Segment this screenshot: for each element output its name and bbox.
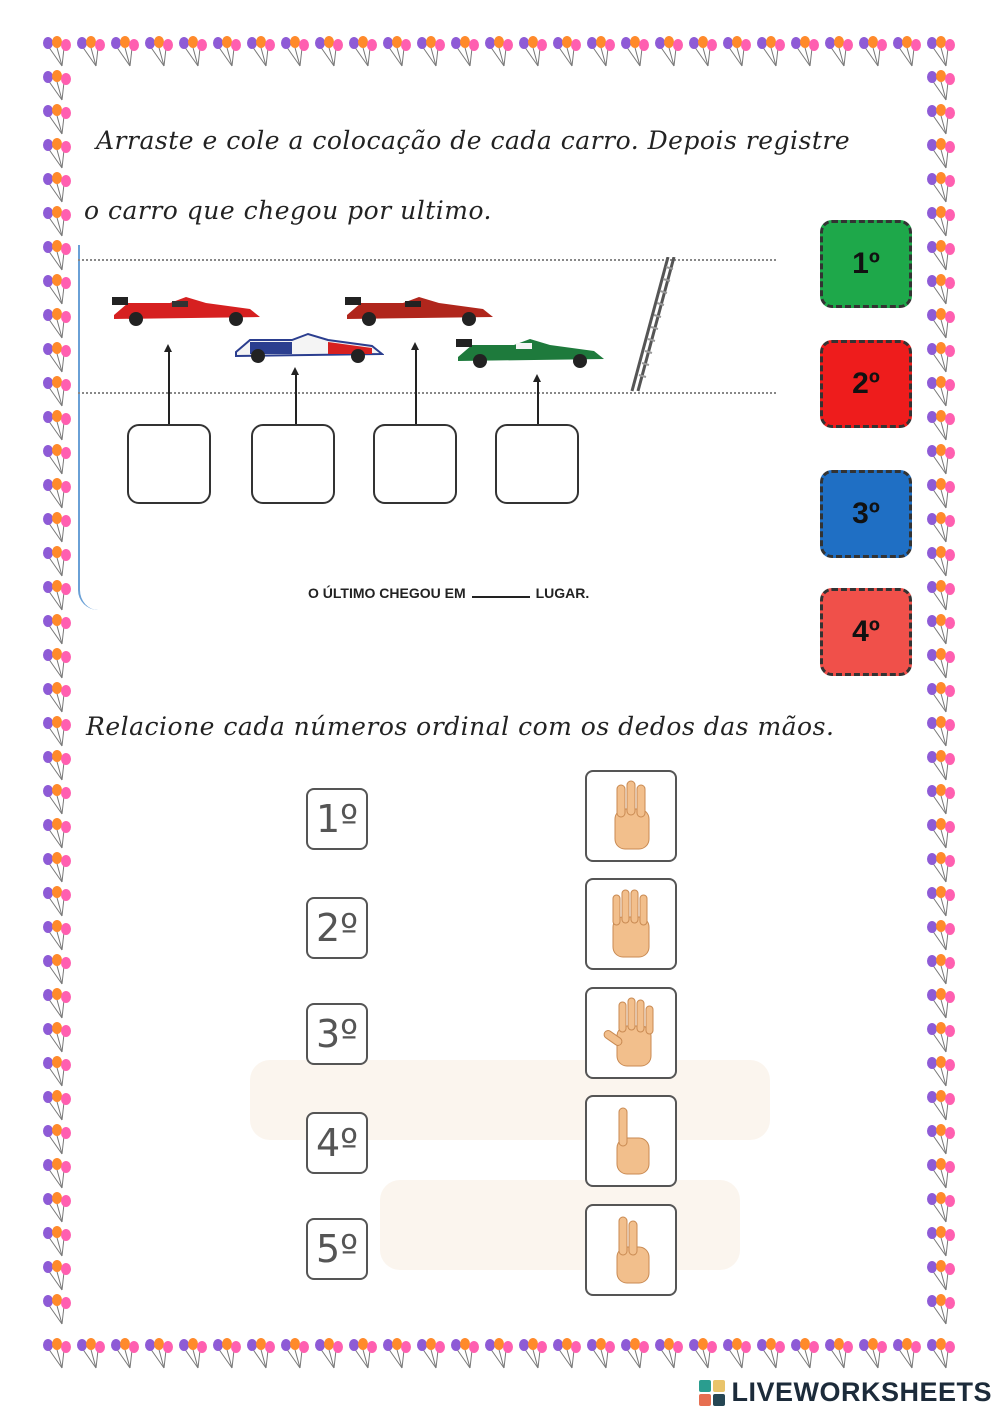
balloon-icon (686, 36, 720, 70)
balloon-icon (618, 1338, 652, 1372)
balloon-icon (720, 36, 754, 70)
balloon-icon (40, 546, 74, 580)
ordinal-box-5[interactable]: 5º (306, 1218, 368, 1280)
balloon-border-right (924, 70, 958, 1328)
dark-red-race-car-icon (343, 293, 495, 331)
balloon-icon (924, 1022, 958, 1056)
balloon-icon (40, 818, 74, 852)
two-fingers-hand-icon (601, 1213, 661, 1287)
liveworksheets-logo-icon (699, 1380, 725, 1406)
balloon-icon (40, 1226, 74, 1260)
balloon-icon (516, 36, 550, 70)
balloon-icon (924, 1226, 958, 1260)
balloon-icon (924, 818, 958, 852)
balloon-icon (278, 1338, 312, 1372)
tile-third-place[interactable]: 3º (820, 470, 912, 558)
balloon-icon (890, 1338, 924, 1372)
balloon-icon (40, 36, 74, 70)
balloon-icon (74, 36, 108, 70)
balloon-icon (40, 988, 74, 1022)
balloon-icon (40, 1124, 74, 1158)
hand-box-five-fingers[interactable] (585, 987, 677, 1079)
arrow-2 (295, 375, 297, 425)
balloon-icon (244, 36, 278, 70)
finish-line-icon (626, 257, 676, 399)
tile-first-place[interactable]: 1º (820, 220, 912, 308)
arrow-1 (168, 352, 170, 424)
balloon-icon (142, 1338, 176, 1372)
five-fingers-hand-icon (601, 996, 661, 1070)
balloon-icon (176, 1338, 210, 1372)
balloon-icon (890, 36, 924, 70)
balloon-icon (584, 1338, 618, 1372)
balloon-icon (924, 1158, 958, 1192)
four-fingers-hand-icon (601, 887, 661, 961)
balloon-icon (40, 206, 74, 240)
balloon-icon (108, 36, 142, 70)
hand-box-two-fingers[interactable] (585, 1204, 677, 1296)
tile-second-place[interactable]: 2º (820, 340, 912, 428)
balloon-icon (346, 36, 380, 70)
panel-edge (78, 245, 98, 610)
balloon-icon (40, 1158, 74, 1192)
balloon-icon (924, 478, 958, 512)
balloon-icon (40, 308, 74, 342)
last-place-blank[interactable] (472, 596, 530, 598)
balloon-icon (40, 1338, 74, 1372)
balloon-icon (924, 648, 958, 682)
balloon-icon (40, 410, 74, 444)
balloon-icon (40, 478, 74, 512)
balloon-icon (924, 852, 958, 886)
balloon-icon (380, 36, 414, 70)
balloon-icon (40, 750, 74, 784)
balloon-icon (40, 648, 74, 682)
last-place-text-before: O ÚLTIMO CHEGOU EM (308, 585, 466, 601)
balloon-border-bottom (40, 1338, 958, 1372)
green-race-car-icon (454, 335, 606, 373)
arrow-head-2 (291, 367, 299, 375)
balloon-icon (244, 1338, 278, 1372)
balloon-icon (822, 1338, 856, 1372)
tile-fourth-place[interactable]: 4º (820, 588, 912, 676)
balloon-icon (924, 376, 958, 410)
balloon-icon (40, 512, 74, 546)
balloon-icon (74, 1338, 108, 1372)
balloon-icon (40, 920, 74, 954)
balloon-icon (40, 1260, 74, 1294)
arrow-head-4 (533, 374, 541, 382)
arrow-4 (537, 382, 539, 424)
balloon-icon (516, 1338, 550, 1372)
balloon-icon (686, 1338, 720, 1372)
balloon-icon (312, 1338, 346, 1372)
balloon-icon (40, 1294, 74, 1328)
balloon-icon (754, 36, 788, 70)
one-finger-hand-icon (601, 1104, 661, 1178)
balloon-icon (788, 1338, 822, 1372)
balloon-icon (618, 36, 652, 70)
balloon-icon (482, 36, 516, 70)
instruction-line-1: Arraste e cole a colocação de cada carro. Depois registre (96, 126, 851, 155)
balloon-icon (142, 36, 176, 70)
arrow-3 (415, 350, 417, 424)
instruction-line-3: Relacione cada números ordinal com os dedos das mãos. (86, 712, 835, 741)
balloon-icon (924, 206, 958, 240)
answer-box-4[interactable] (495, 424, 579, 504)
balloon-icon (754, 1338, 788, 1372)
balloon-icon (40, 1056, 74, 1090)
balloon-icon (822, 36, 856, 70)
balloon-icon (924, 1260, 958, 1294)
balloon-icon (40, 70, 74, 104)
balloon-icon (40, 682, 74, 716)
balloon-icon (720, 1338, 754, 1372)
balloon-icon (40, 376, 74, 410)
balloon-icon (924, 36, 958, 70)
balloon-border-left (40, 70, 74, 1328)
balloon-icon (856, 1338, 890, 1372)
balloon-icon (40, 580, 74, 614)
arrow-head-1 (164, 344, 172, 352)
ordinal-box-4[interactable]: 4º (306, 1112, 368, 1174)
balloon-icon (924, 682, 958, 716)
balloon-icon (482, 1338, 516, 1372)
balloon-icon (924, 274, 958, 308)
balloon-icon (40, 104, 74, 138)
balloon-icon (924, 784, 958, 818)
last-place-sentence (308, 585, 589, 601)
balloon-icon (40, 716, 74, 750)
balloon-icon (924, 920, 958, 954)
three-fingers-hand-icon (601, 779, 661, 853)
balloon-icon (40, 886, 74, 920)
balloon-icon (40, 274, 74, 308)
balloon-icon (924, 138, 958, 172)
red-race-car-icon (110, 293, 262, 331)
balloon-icon (210, 36, 244, 70)
balloon-icon (40, 852, 74, 886)
balloon-icon (788, 36, 822, 70)
balloon-icon (924, 750, 958, 784)
balloon-icon (40, 614, 74, 648)
balloon-icon (414, 36, 448, 70)
balloon-icon (210, 1338, 244, 1372)
balloon-icon (414, 1338, 448, 1372)
balloon-icon (924, 410, 958, 444)
balloon-icon (40, 240, 74, 274)
hand-box-three-fingers[interactable] (585, 770, 677, 862)
balloon-icon (652, 1338, 686, 1372)
balloon-icon (550, 1338, 584, 1372)
balloon-icon (652, 36, 686, 70)
answer-box-1[interactable] (127, 424, 211, 504)
balloon-icon (924, 70, 958, 104)
balloon-icon (924, 1056, 958, 1090)
brand-name: LIVEWORKSHEETS (731, 1377, 992, 1407)
balloon-icon (40, 1192, 74, 1226)
balloon-icon (924, 240, 958, 274)
balloon-icon (924, 342, 958, 376)
balloon-icon (278, 36, 312, 70)
balloon-icon (924, 954, 958, 988)
faded-background-art-2 (380, 1180, 740, 1270)
answer-box-3[interactable] (373, 424, 457, 504)
balloon-icon (924, 1124, 958, 1158)
ordinal-box-1[interactable]: 1º (306, 788, 368, 850)
balloon-icon (40, 138, 74, 172)
balloon-icon (312, 36, 346, 70)
last-place-text-after: LUGAR. (535, 585, 590, 601)
balloon-icon (924, 308, 958, 342)
balloon-icon (924, 580, 958, 614)
ordinal-box-2[interactable]: 2º (306, 897, 368, 959)
hand-box-one-finger[interactable] (585, 1095, 677, 1187)
balloon-icon (108, 1338, 142, 1372)
balloon-icon (924, 1090, 958, 1124)
balloon-icon (924, 104, 958, 138)
balloon-icon (924, 614, 958, 648)
balloon-icon (924, 1338, 958, 1372)
balloon-icon (40, 1090, 74, 1124)
balloon-icon (448, 1338, 482, 1372)
balloon-icon (380, 1338, 414, 1372)
arrow-head-3 (411, 342, 419, 350)
race-panel (78, 245, 778, 620)
liveworksheets-watermark (699, 1377, 992, 1408)
balloon-icon (584, 36, 618, 70)
balloon-icon (924, 1192, 958, 1226)
balloon-icon (346, 1338, 380, 1372)
balloon-border-top (40, 36, 958, 70)
ordinal-box-3[interactable]: 3º (306, 1003, 368, 1065)
balloon-icon (856, 36, 890, 70)
instruction-line-2: o carro que chegou por ultimo. (84, 196, 493, 225)
balloon-icon (924, 988, 958, 1022)
balloon-icon (40, 172, 74, 206)
balloon-icon (448, 36, 482, 70)
balloon-icon (40, 342, 74, 376)
balloon-icon (924, 172, 958, 206)
balloon-icon (40, 444, 74, 478)
balloon-icon (924, 546, 958, 580)
answer-box-2[interactable] (251, 424, 335, 504)
balloon-icon (40, 954, 74, 988)
balloon-icon (40, 1022, 74, 1056)
balloon-icon (40, 784, 74, 818)
hand-box-four-fingers[interactable] (585, 878, 677, 970)
balloon-icon (550, 36, 584, 70)
balloon-icon (924, 512, 958, 546)
blue-white-red-race-car-icon (232, 330, 384, 368)
balloon-icon (924, 716, 958, 750)
balloon-icon (176, 36, 210, 70)
balloon-icon (924, 1294, 958, 1328)
balloon-icon (924, 444, 958, 478)
balloon-icon (924, 886, 958, 920)
